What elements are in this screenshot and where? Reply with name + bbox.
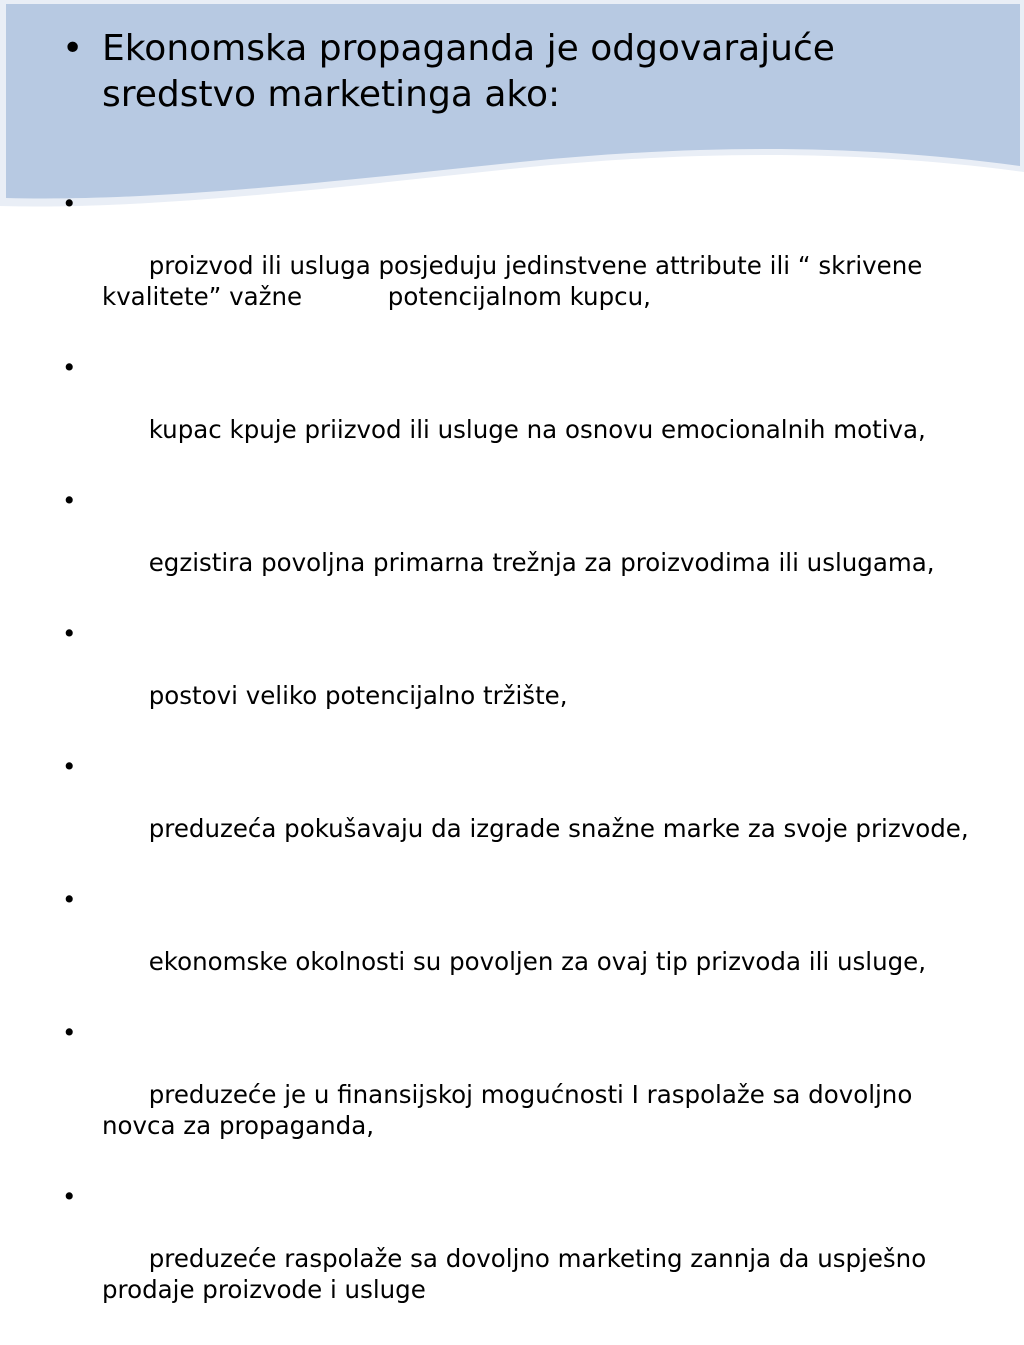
list-item-text: preduzeća pokušavaju da izgrade snažne marke za svoje prizvode, (148, 814, 969, 843)
list-item-text: egzistira povoljna primarna trežnja za proizvodima ili uslugama, (148, 548, 935, 577)
bullet-dot: • (62, 486, 77, 515)
title-text: Ekonomska propaganda je odgovarajuće sredstvo marketinga ako: (102, 28, 835, 115)
list-item (62, 1017, 982, 1172)
bullet-dot: • (62, 1182, 77, 1211)
list-item (62, 352, 982, 476)
list-item-text: preduzeće raspolaže sa dovoljno marketing zannja da uspješno prodaje proizvode i usluge (102, 1244, 934, 1304)
slide-title (62, 26, 962, 118)
list-item (62, 884, 982, 1008)
bullet-dot: • (62, 1018, 77, 1047)
list-item (62, 485, 982, 609)
bullet-dot: • (62, 752, 77, 781)
list-item (62, 1181, 982, 1336)
list-item (62, 751, 982, 875)
list-item (62, 618, 982, 742)
list-item-text: ekonomske okolnosti su povoljen za ovaj tip prizvoda ili usluge, (148, 947, 927, 976)
list-item-text: kupac kpuje priizvod ili usluge na osnovu emocionalnih motiva, (148, 415, 926, 444)
list-item-text: preduzeće je u finansijskoj mogućnosti I raspolaže sa dovoljno novca za propaganda, (102, 1080, 921, 1140)
bullet-dot: • (62, 885, 77, 914)
title-list (62, 26, 962, 118)
list-item-text: postovi veliko potencijalno tržište, (148, 681, 568, 710)
title-bullet: • (62, 28, 84, 69)
list-item (62, 188, 982, 343)
list-item-text: proizvod ili usluga posjeduju jedinstvene attribute ili “ skrivene kvalitete” važne potencijalnom kupcu, (102, 251, 931, 311)
bullet-dot: • (62, 189, 77, 218)
bullet-dot: • (62, 353, 77, 382)
bullet-dot: • (62, 619, 77, 648)
bullet-list (62, 188, 982, 1345)
